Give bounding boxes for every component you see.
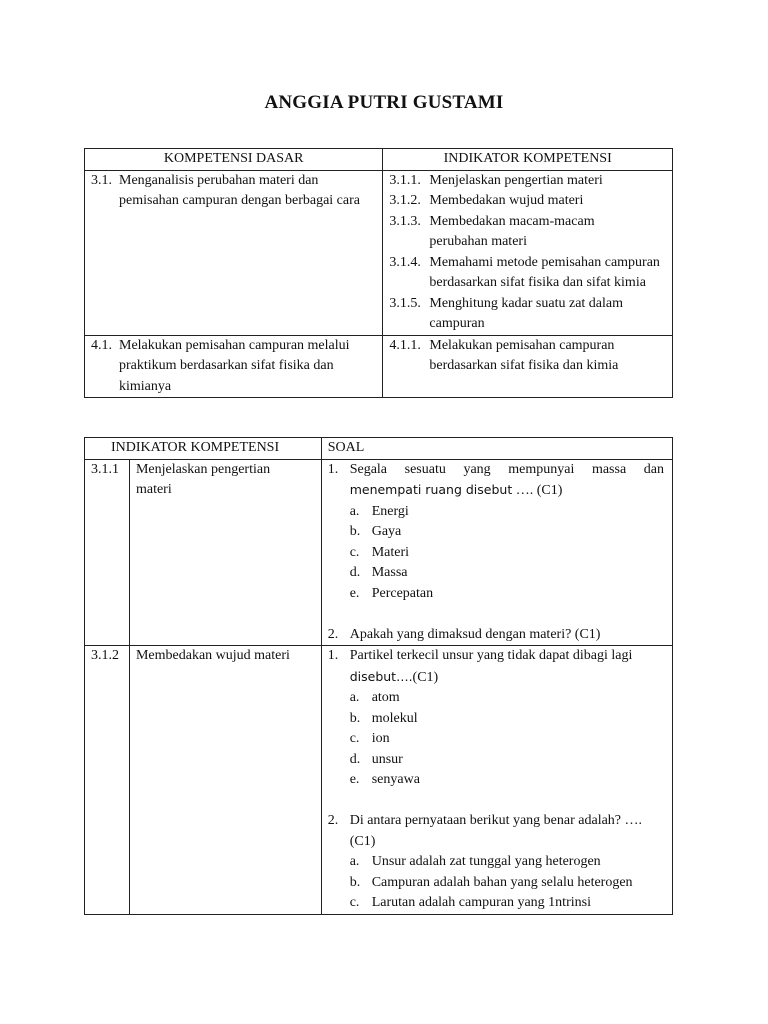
answer-option xyxy=(328,893,672,914)
answer-option xyxy=(328,709,672,730)
kd-text: Melakukan pemisahan campuran melalui praktikum berdasarkan sifat fisika dan kimianya xyxy=(119,337,350,394)
answer-option xyxy=(328,502,672,523)
answer-option xyxy=(328,543,672,564)
option-text: Materi xyxy=(371,544,410,560)
indicator-number: 3.1.2. xyxy=(389,193,421,208)
table-row xyxy=(85,170,673,335)
table-header-row xyxy=(85,438,673,460)
question-line xyxy=(350,667,664,689)
question-text xyxy=(350,811,664,852)
option-letter: b. xyxy=(349,874,361,890)
kd-item xyxy=(91,171,382,212)
question-item xyxy=(328,811,672,852)
question-line-part: disebut…. xyxy=(349,668,413,684)
kd-item xyxy=(91,336,382,398)
option-text: Campuran adalah bahan yang selalu heterogen xyxy=(371,874,633,890)
indicator-cell xyxy=(383,170,673,335)
indicator-number: 3.1.4. xyxy=(389,254,421,270)
option-letter: e. xyxy=(349,585,360,601)
option-letter: d. xyxy=(349,751,361,767)
answer-option xyxy=(328,750,672,771)
indicator-code: 3.1.1 xyxy=(85,459,130,646)
header-soal: SOAL xyxy=(321,438,672,460)
question-line: Segala sesuatu yang mempunyai massa dan xyxy=(349,461,664,477)
table-row xyxy=(85,335,673,398)
question-line: Di antara pernyataan berikut yang benar adalah? …. xyxy=(349,813,643,828)
question-text xyxy=(350,646,664,688)
option-text: molekul xyxy=(371,710,418,726)
indicator-description: Menjelaskan pengertian materi xyxy=(129,459,321,646)
option-letter: d. xyxy=(349,565,361,580)
option-letter: b. xyxy=(349,710,361,726)
indicator-cell xyxy=(383,335,673,398)
indicator-text: Membedakan wujud materi xyxy=(429,193,584,208)
kd-text: Menganalisis perubahan materi dan pemisahan campuran dengan berbagai cara xyxy=(119,172,360,208)
option-letter: a. xyxy=(349,503,360,519)
option-letter: c. xyxy=(349,895,360,910)
header-indikator-kompetensi: INDIKATOR KOMPETENSI xyxy=(383,149,673,171)
kd-cell xyxy=(85,335,383,398)
option-text: Percepatan xyxy=(371,585,434,601)
indicator-text: Menjelaskan pengertian materi xyxy=(429,172,603,188)
question-line-part: (C1) xyxy=(412,669,439,685)
indicator-number: 3.1.5. xyxy=(389,295,421,311)
competency-table xyxy=(84,148,673,398)
spacer xyxy=(328,791,672,812)
indicator-text: Memahami metode pemisahan campuran berdasarkan sifat fisika dan sifat kimia xyxy=(429,254,660,290)
indicator-item xyxy=(389,191,672,212)
question-number: 1. xyxy=(327,648,339,663)
indicator-text: Menghitung kadar suatu zat dalam campuran xyxy=(429,295,623,331)
answer-option xyxy=(328,522,672,543)
option-text: unsur xyxy=(371,751,403,767)
option-letter: b. xyxy=(349,524,361,539)
kd-cell xyxy=(85,170,383,335)
question-cell xyxy=(321,459,672,646)
indicator-item xyxy=(389,294,672,335)
indicator-text: Melakukan pemisahan campuran berdasarkan sifat fisika dan kimia xyxy=(429,337,619,373)
question-line-part: …. (C1) xyxy=(512,483,563,498)
indicator-item xyxy=(389,212,672,253)
question-text: Apakah yang dimaksud dengan materi? (C1) xyxy=(349,626,601,642)
question-line-part: menempati ruang disebut xyxy=(349,482,513,497)
document-title: ANGGIA PUTRI GUSTAMI xyxy=(264,92,504,113)
question-item xyxy=(328,625,672,646)
answer-option xyxy=(328,770,672,791)
option-text: senyawa xyxy=(371,772,420,787)
question-number: 2. xyxy=(327,813,339,828)
spacer xyxy=(328,604,672,625)
option-text: atom xyxy=(371,690,400,705)
question-line: (C1) xyxy=(349,833,376,849)
table-row xyxy=(85,646,673,915)
question-number: 1. xyxy=(327,461,339,477)
option-letter: c. xyxy=(349,731,360,746)
questions-table xyxy=(84,437,673,915)
kd-number: 3.1. xyxy=(91,172,112,188)
option-text: Energi xyxy=(371,503,409,519)
indicator-number: 3.1.3. xyxy=(389,213,421,229)
indicator-item xyxy=(389,253,672,294)
question-item xyxy=(328,646,672,688)
answer-option xyxy=(328,852,672,873)
answer-option xyxy=(328,584,672,605)
option-text: ion xyxy=(371,731,390,746)
option-text: Unsur adalah zat tunggal yang heterogen xyxy=(371,854,601,869)
question-line xyxy=(350,480,664,502)
option-letter: a. xyxy=(349,690,360,705)
option-letter: e. xyxy=(349,772,360,787)
question-item xyxy=(328,460,672,502)
answer-option xyxy=(328,873,672,894)
indicator-code: 3.1.2 xyxy=(85,646,130,915)
indicator-text: Membedakan macam-macam perubahan materi xyxy=(429,213,595,249)
table-row xyxy=(85,459,673,646)
option-text: Massa xyxy=(371,565,408,580)
question-text xyxy=(350,460,664,502)
indicator-item xyxy=(389,336,672,377)
kd-number: 4.1. xyxy=(91,337,112,353)
question-cell xyxy=(321,646,672,915)
answer-option xyxy=(328,563,672,584)
question-number: 2. xyxy=(327,626,339,642)
option-text: Larutan adalah campuran yang 1ntrinsi xyxy=(371,895,591,910)
option-text: Gaya xyxy=(371,524,402,539)
table-header-row xyxy=(85,149,673,171)
answer-option xyxy=(328,688,672,709)
indicator-description: Membedakan wujud materi xyxy=(129,646,321,915)
header-indikator-kompetensi: INDIKATOR KOMPETENSI xyxy=(85,438,322,460)
indicator-number: 4.1.1. xyxy=(389,337,421,353)
option-letter: c. xyxy=(349,544,360,560)
indicator-number: 3.1.1. xyxy=(389,172,421,188)
indicator-item xyxy=(389,171,672,192)
question-line: Partikel terkecil unsur yang tidak dapat dibagi lagi xyxy=(349,648,633,663)
option-letter: a. xyxy=(349,854,360,869)
answer-option xyxy=(328,729,672,750)
header-kompetensi-dasar: KOMPETENSI DASAR xyxy=(85,149,383,171)
